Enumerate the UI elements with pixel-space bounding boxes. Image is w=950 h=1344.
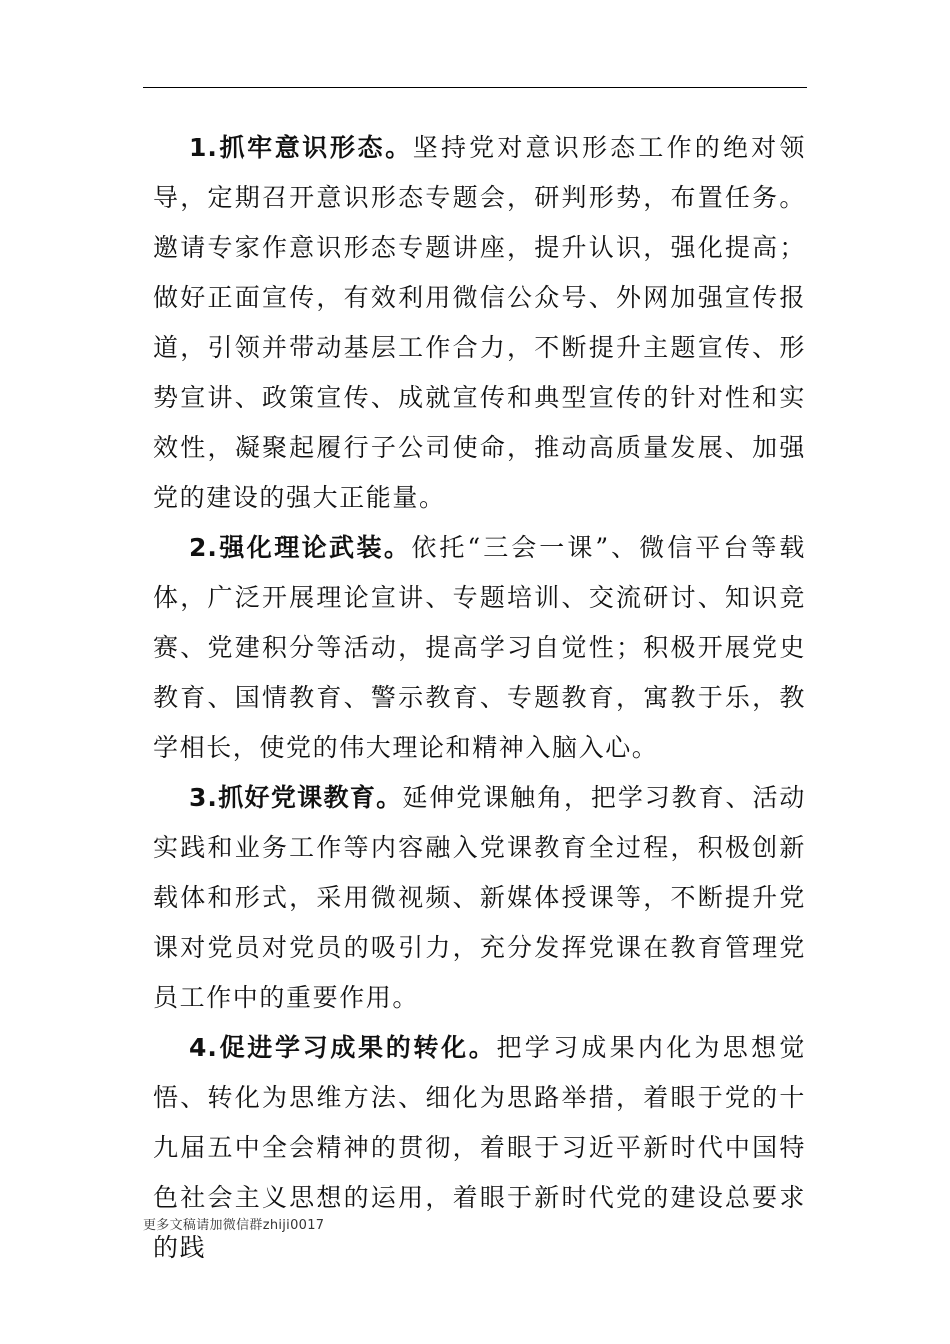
paragraph-1-heading: 1.抓牢意识形态。 xyxy=(189,133,413,162)
paragraph-4 xyxy=(153,1023,806,1273)
paragraph-3-heading: 3.抓好党课教育。 xyxy=(189,783,403,812)
document-body xyxy=(153,123,806,1273)
header-rule xyxy=(143,87,807,88)
footer-note: 更多文稿请加微信群zhiji0017 xyxy=(143,1218,325,1233)
paragraph-2-heading: 2.强化理论武装。 xyxy=(189,533,412,562)
paragraph-1 xyxy=(153,123,806,523)
paragraph-3-text: 延伸党课触角，把学习教育、活动实践和业务工作等内容融入党课教育全过程，积极创新载体和形式，采用微视频、新媒体授课等，不断提升党课对党员对党员的吸引力，充分发挥党课在教育管理党员工作中的重要作用。 xyxy=(153,783,806,1012)
paragraph-4-text: 把学习成果内化为思想觉悟、转化为思维方法、细化为思路举措，着眼于党的十九届五中全会精神的贯彻，着眼于习近平新时代中国特色社会主义思想的运用，着眼于新时代党的建设总要求的践 xyxy=(153,1033,806,1262)
paragraph-1-text: 坚持党对意识形态工作的绝对领导，定期召开意识形态专题会，研判形势，布置任务。邀请专家作意识形态专题讲座，提升认识，强化提高；做好正面宣传，有效利用微信公众号、外网加强宣传报道，引领并带动基层工作合力，不断提升主题宣传、形势宣讲、政策宣传、成就宣传和典型宣传的针对性和实效性，凝聚起履行子公司使命，推动高质量发展、加强党的建设的强大正能量。 xyxy=(153,133,806,512)
paragraph-4-heading: 4.促进学习成果的转化。 xyxy=(189,1033,497,1062)
paragraph-2 xyxy=(153,523,806,773)
paragraph-3 xyxy=(153,773,806,1023)
paragraph-2-text: 依托“三会一课”、微信平台等载体，广泛开展理论宣讲、专题培训、交流研讨、知识竞赛、党建积分等活动，提高学习自觉性；积极开展党史教育、国情教育、警示教育、专题教育，寓教于乐，教学相长，使党的伟大理论和精神入脑入心。 xyxy=(153,533,806,762)
